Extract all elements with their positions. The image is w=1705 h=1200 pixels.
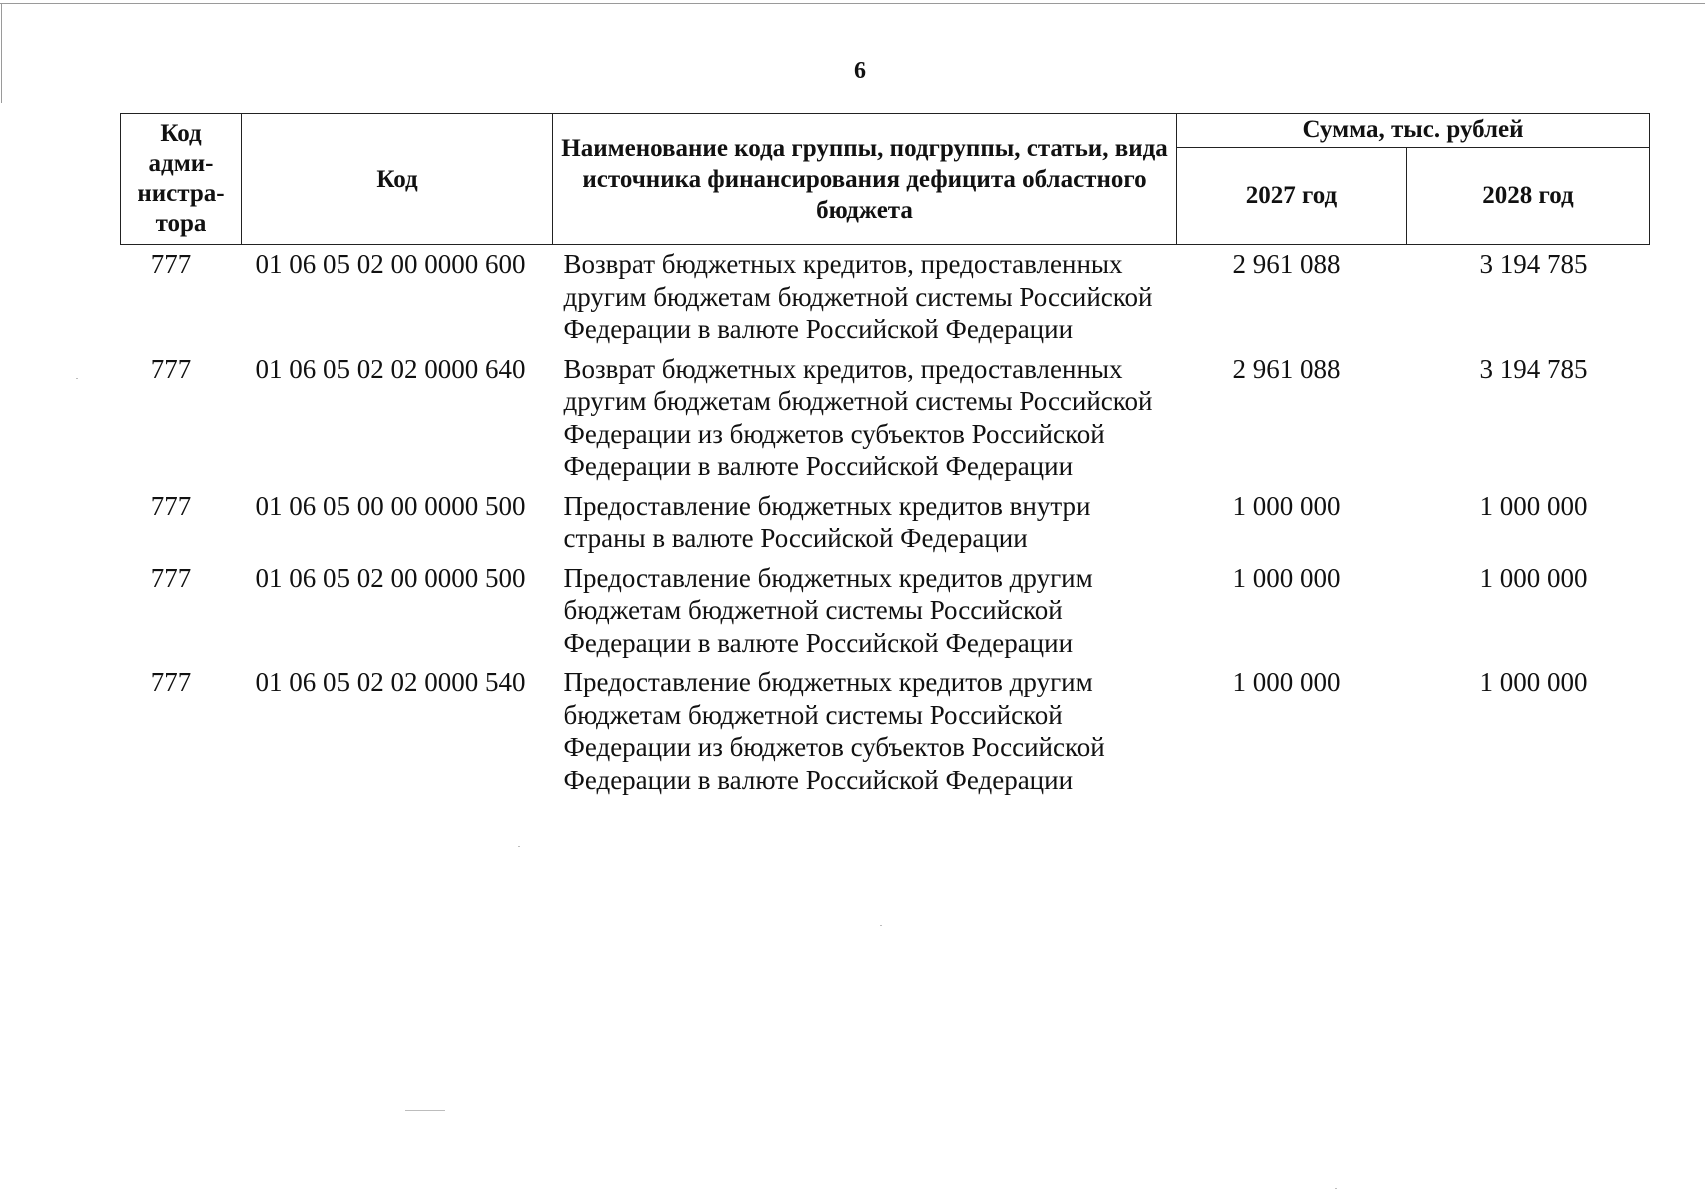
table-body [121,245,1650,800]
name-cell: Возврат бюджетных кредитов, предоставленных другим бюджетам бюджетной системы Российской Федерации из бюджетов субъектов Российской Федерации в валюте Российской Федерации [563,353,1153,481]
scan-speck [880,925,882,926]
name-cell: Возврат бюджетных кредитов, предоставленных другим бюджетам бюджетной системы Российской Федерации в валюте Российской Федерации [563,249,1153,344]
header-code: Код [242,114,553,245]
amount-2027-cell: 2 961 088 [1232,353,1341,384]
amount-2027-cell: 1 000 000 [1232,490,1341,521]
page-number: 6 [854,58,866,84]
code-cell: 01 06 05 02 00 0000 500 [255,562,526,593]
admin-code-cell: 777 [150,562,192,593]
scan-speck [518,846,520,847]
code-cell: 01 06 05 02 02 0000 640 [255,353,526,384]
name-cell: Предоставление бюджетных кредитов внутри страны в валюте Российской Федерации [563,490,1091,553]
admin-code-cell: 777 [150,249,192,279]
scan-speck [1335,1188,1337,1189]
amount-2028-cell: 1 000 000 [1479,490,1588,521]
amount-2028-cell: 3 194 785 [1479,353,1588,384]
scan-border-top [0,3,1705,4]
admin-code-cell: 777 [150,490,192,521]
amount-2027-cell: 2 961 088 [1232,249,1341,279]
name-cell: Предоставление бюджетных кредитов другим бюджетам бюджетной системы Российской Федерации из бюджетов субъектов Российской Федерации в валюте Российской Федерации [563,667,1105,795]
table-row [121,486,1650,558]
scan-border-left [1,3,2,103]
table-row [121,349,1650,486]
name-cell: Предоставление бюджетных кредитов другим бюджетам бюджетной системы Российской Федерации в валюте Российской Федерации [563,562,1093,658]
table-row [121,245,1650,349]
code-cell: 01 06 05 02 02 0000 540 [255,667,526,697]
header-name: Наименование кода группы, подгруппы, статьи, вида источника финансирования дефицита областного бюджета [553,114,1177,245]
table-header [121,114,1650,245]
amount-2027-cell: 1 000 000 [1232,562,1341,593]
code-cell: 01 06 05 00 00 0000 500 [255,490,526,521]
header-year-2028: 2028 год [1407,147,1650,245]
header-admin-code [121,114,242,245]
amount-2028-cell: 3 194 785 [1479,249,1588,279]
header-year-2027: 2027 год [1177,147,1407,245]
amount-2028-cell: 1 000 000 [1479,667,1588,697]
header-admin-code-label: Код адми- нистра- тора [137,120,225,237]
amount-2028-cell: 1 000 000 [1479,562,1588,593]
header-sum: Сумма, тыс. рублей [1177,114,1650,148]
table-row [121,558,1650,663]
admin-code-cell: 777 [150,667,192,697]
admin-code-cell: 777 [150,353,192,384]
code-cell: 01 06 05 02 00 0000 600 [255,249,526,279]
amount-2027-cell: 1 000 000 [1232,667,1341,697]
table-row [121,662,1650,799]
budget-sources-table [120,113,1650,799]
scan-speck [405,1110,445,1111]
scan-speck [76,378,78,379]
